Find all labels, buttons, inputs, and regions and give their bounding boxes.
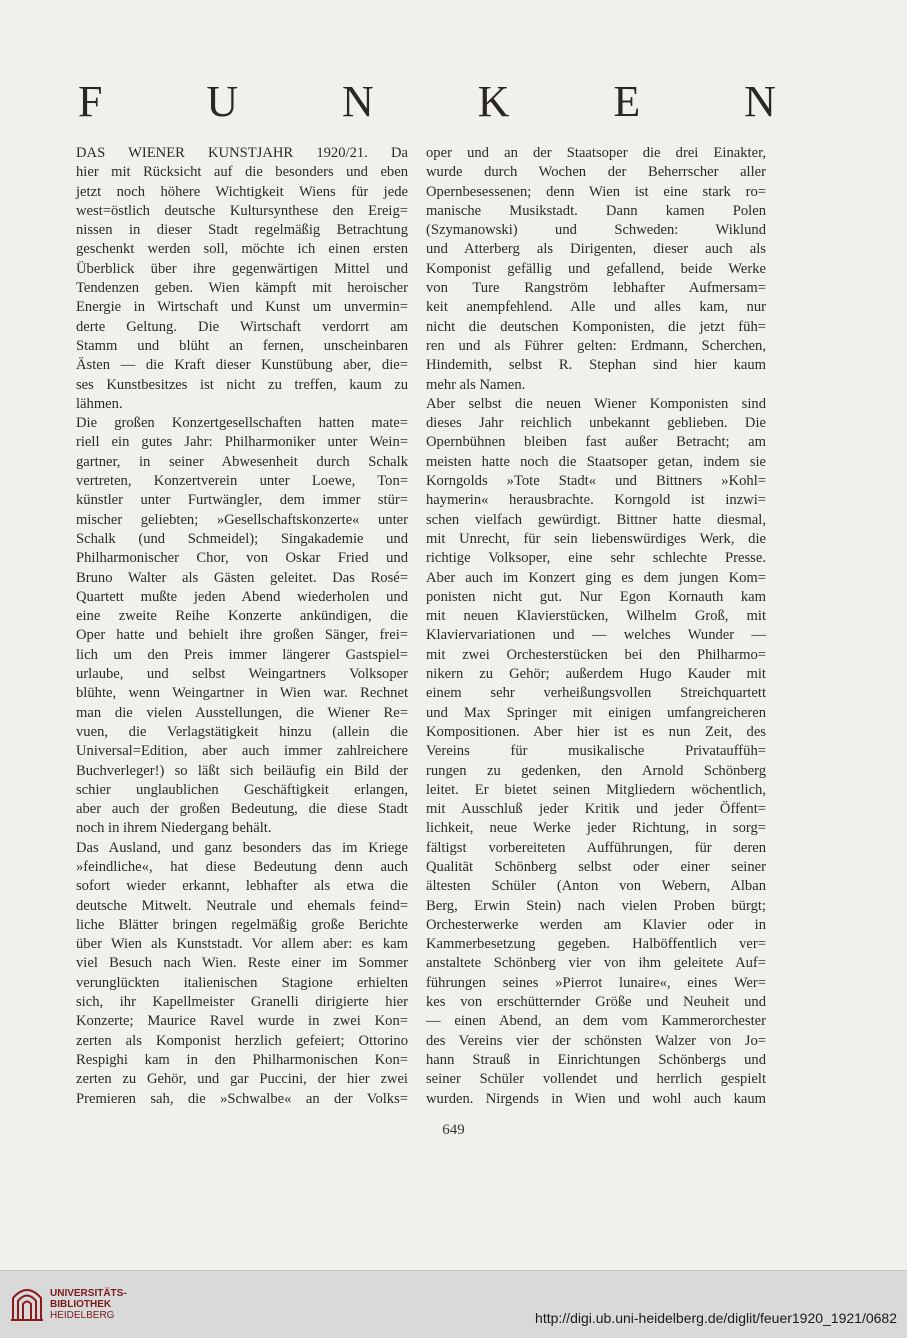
text-line: Opernbühnen bleiben fast außer Betracht; am (426, 434, 766, 451)
text-line: einem sehr verheißungsvollen Streichquartett (426, 685, 766, 702)
text-line: Stamm und blüht an fernen, unscheinbaren (76, 337, 408, 354)
text-line: derte Geltung. Die Wirtschaft verdorrt am (76, 318, 408, 335)
text-line: wurden. Nirgends in Wien und wohl auch kaum (426, 1090, 766, 1107)
text-line: fältigst vorbereiteten Aufführungen, für deren (426, 839, 766, 856)
text-line: Oper hatte und behielt ihre großen Sänger, frei= (76, 627, 408, 644)
text-line: mit neuen Klavierstücken, Wilhelm Groß, mit (426, 608, 766, 625)
text-line: Philharmonischer Chor, von Oskar Fried und (76, 550, 408, 567)
heading-letter: F (78, 77, 103, 126)
text-line: wurde durch Wochen der Beherrscher aller (426, 164, 766, 181)
text-line: Opernbesessenen; denn Wien ist eine stark ro= (426, 183, 766, 200)
text-line: viel Besuch nach Wien. Reste einer im Sommer (76, 955, 408, 972)
text-line: nissen in dieser Stadt regelmäßig Betrachtung (76, 222, 408, 239)
text-line: und Atterberg als Dirigenten, dieser auch als (426, 241, 766, 258)
text-line: Hindemith, selbst R. Stephan sind hier kaum (426, 357, 766, 374)
text-line: Ästen — die Kraft dieser Kunstübung aber, die= (76, 357, 408, 374)
text-line: manische Musikstadt. Dann kamen Polen (426, 202, 766, 219)
text-line: kes von erschütternder Größe und Neuheit und (426, 994, 766, 1011)
text-line: »feindliche«, hat diese Bedeutung denn auch (76, 858, 408, 875)
text-line: sofort wieder erkannt, lebhafter als etwa die (76, 878, 408, 895)
text-line: Bruno Walter als Gästen geleitet. Das Rosé= (76, 569, 408, 586)
text-line: hann Strauß in Einrichtungen Schönbergs und (426, 1051, 766, 1068)
text-line: Klaviervariationen und — welches Wunder — (426, 627, 766, 644)
text-line: ses Kunstbesitzes ist nicht zu treffen, kaum zu (76, 376, 408, 393)
heading-letter: N (342, 77, 374, 126)
text-line: schier unglaublichen Geschäftigkeit erlangen, (76, 781, 408, 798)
text-line: west=östlich deutsche Kultursynthese den Ereig= (76, 202, 408, 219)
text-line: urlaube, und selbst Weingartners Volksoper (76, 666, 408, 683)
text-line: Überblick über ihre gegenwärtigen Mittel und (76, 260, 408, 277)
text-line: richtige Volksoper, eine sehr schlechte Presse. (426, 550, 766, 567)
text-line: anstaltete Schönberg vier von ihm geleitete Auf= (426, 955, 766, 972)
text-line: des Vereins vier der schönsten Walzer von Jo= (426, 1032, 766, 1049)
text-line: Universal=Edition, aber auch immer zahlreichere (76, 743, 408, 760)
text-line: keit anempfehlend. Alle und alles kam, nur (426, 299, 766, 316)
text-line: mit Ausschluß jeder Kritik und jeder Öffent= (426, 801, 766, 818)
text-line: haymerin« herausbrachte. Korngold ist inzwi= (426, 492, 766, 509)
text-line: Quartett mußte jeden Abend wiederholen und (76, 588, 408, 605)
text-line: mehr als Namen. (426, 376, 526, 393)
text-line: riell ein gutes Jahr: Philharmoniker unter Wein= (76, 434, 408, 451)
text-line: Buchverleger!) so läßt sich beiläufig ein Bild der (76, 762, 408, 779)
text-line: lich um den Preis immer längerer Gastspiel= (76, 646, 408, 663)
text-line: zerten als Komponist herzlich gefeiert; Ottorino (76, 1032, 408, 1049)
text-line: lähmen. (76, 395, 123, 412)
text-line: sich, ihr Kapellmeister Granelli dirigierte hier (76, 994, 408, 1011)
text-line: oper und an der Staatsoper die drei Einakter, (426, 145, 766, 161)
text-line: verunglückten italienischen Stagione erhielten (76, 974, 408, 991)
text-line: seiner Schüler vollendet und herrlich gespielt (426, 1071, 766, 1088)
text-line: von Ture Rangström lebhafter Aufmersam= (426, 280, 766, 297)
text-line: Vereins für musikalische Privatauffüh= (426, 743, 766, 760)
institution-line: HEIDELBERG (50, 1310, 115, 1321)
text-line: Berg, Erwin Stein) nach vielen Proben bürgt; (426, 897, 766, 914)
text-line: Premieren sah, die »Schwalbe« an der Volks= (76, 1090, 408, 1107)
text-line: Das Ausland, und ganz besonders das im Kriege (76, 839, 408, 856)
text-line: Die großen Konzertgesellschaften hatten mate= (76, 415, 408, 432)
text-line: noch in ihrem Niedergang behält. (76, 820, 272, 837)
text-line: Komponist gefällig und gefallend, beide Werke (426, 260, 766, 277)
text-line: Kammerbesetzung gegeben. Halböffentlich ver= (426, 936, 766, 953)
text-line: lichkeit, neue Werke jeder Richtung, in sorg= (426, 820, 766, 837)
text-line: mit zwei Orchesterstücken bei den Philharmo= (426, 646, 766, 663)
text-line: eine zweite Reihe Konzerte ankündigen, die (76, 608, 408, 625)
text-line: mischer geliebten; »Gesellschaftskonzerte« unter (76, 511, 408, 528)
text-line: Aber auch im Konzert ging es dem jungen Kom= (426, 569, 766, 586)
text-line: liche Blätter bringen regelmäßig große Berichte (76, 916, 408, 933)
text-line: Aber selbst die neuen Wiener Komponisten sind (426, 395, 766, 412)
text-line: leitet. Er bietet seinen Mitgliedern wöchentlich, (426, 781, 766, 798)
text-line: meisten hatte noch die Staatsoper getan, indem sie (426, 453, 766, 470)
text-line: Korngolds »Tote Stadt« und Bittners »Kohl= (426, 473, 766, 490)
text-line: vertreten, Konzertverein unter Loewe, Ton= (76, 473, 408, 490)
text-line: künstler unter Furtwängler, dem immer stür= (76, 492, 408, 509)
text-line: Tendenzen geben. Wien kämpft mit heroischer (76, 280, 408, 297)
institution-name (50, 1288, 127, 1321)
heading-letter: E (613, 77, 641, 126)
text-line: Orchesterwerke werden am Klavier oder in (426, 916, 766, 933)
heading-letter: N (744, 77, 776, 126)
text-line: deutsche Mitwelt. Neutrale und ehemals feind= (76, 897, 408, 914)
text-line: Energie in Wirtschaft und Kunst um unvermin= (76, 299, 408, 316)
text-line: ältesten Schüler (Anton von Webern, Alban (426, 878, 766, 895)
footer-bar (0, 1270, 907, 1338)
text-line: aber auch der großen Bedeutung, die diese Stadt (76, 801, 408, 818)
source-url-link[interactable]: http://digi.ub.uni-heidelberg.de/diglit/feuer1920_1921/0682 (535, 1310, 897, 1326)
text-line: blühte, wenn Weingartner in Wien war. Rechnet (76, 685, 408, 702)
heading-letter: U (206, 77, 239, 126)
text-line: (Szymanowski) und Schweden: Wiklund (426, 222, 766, 239)
text-line: und Max Springer mit einigen umfangreicheren (426, 704, 766, 721)
text-line: schen vielfach gewürdigt. Bittner hatte diesmal, (426, 511, 766, 528)
university-seal-icon (10, 1284, 44, 1322)
institution-line: BIBLIOTHEK (50, 1299, 112, 1310)
text-line: hier mit Rücksicht auf die besonders und eben (76, 164, 408, 181)
text-line: Qualität Schönberg selbst oder einer seiner (426, 858, 766, 875)
text-line: man die vielen Ausstellungen, die Wiener Re= (76, 704, 408, 721)
text-line: geschenkt werden soll, möchte ich einen ersten (76, 241, 408, 258)
text-line: führungen seines »Pierrot lunaire«, eines Wer= (426, 974, 766, 991)
text-line: über Wien als Kunststadt. Vor allem aber: es kam (76, 936, 408, 953)
text-line: zerten zu Gehör, und gar Puccini, der hier zwei (76, 1071, 408, 1088)
text-line: rungen zu gedenken, den Arnold Schönberg (426, 762, 766, 779)
text-line: ren und als Führer gelten: Erdmann, Scherchen, (426, 337, 766, 354)
page-number: 649 (442, 1122, 465, 1138)
text-line: nikern zu Gehör; außerdem Hugo Kauder mit (426, 666, 766, 683)
right-text-column (426, 144, 766, 1109)
text-line: Kompositionen. Aber hier ist es nun Zeit, des (426, 723, 766, 740)
page-heading (78, 77, 776, 126)
institution-line: UNIVERSITÄTS- (50, 1288, 127, 1299)
text-line: dieses Jahr reichlich unbekannt geblieben. Die (426, 415, 766, 432)
text-line: gartner, in seiner Abwesenheit durch Schalk (76, 453, 408, 470)
left-text-column (76, 144, 408, 1109)
text-line: jetzt noch höhere Wichtigkeit Wiens für jede (76, 183, 408, 200)
text-line: — einen Abend, an dem vom Kammerorchester (426, 1013, 766, 1030)
text-line: DAS WIENER KUNSTJAHR 1920/21. Da (76, 145, 408, 161)
text-line: mit Unrecht, für sein liebenswürdiges Werk, die (426, 530, 766, 547)
text-line: Schalk (und Schmeidel); Singakademie und (76, 530, 408, 547)
text-line: Respighi kam in den Philharmonischen Kon= (76, 1051, 408, 1068)
text-line: nicht die deutschen Komponisten, die jetzt füh= (426, 318, 766, 335)
text-line: vuen, die Verlagstätigkeit hinzu (allein die (76, 723, 408, 740)
text-line: ponisten nicht gut. Nur Egon Kornauth kam (426, 588, 766, 605)
text-line: Konzerte; Maurice Ravel wurde in zwei Kon= (76, 1013, 408, 1030)
heading-letter: K (477, 77, 510, 126)
